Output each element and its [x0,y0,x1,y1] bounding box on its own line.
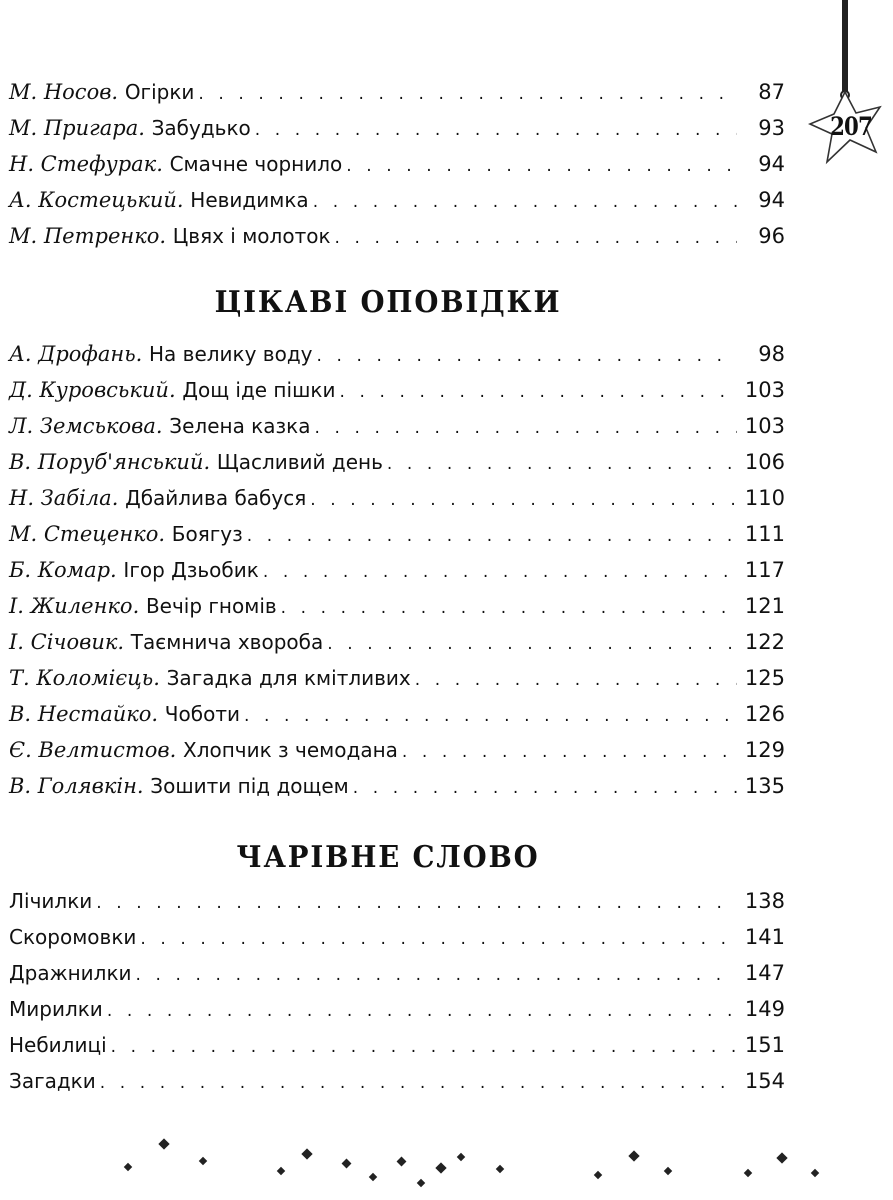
leader-dots [402,734,737,770]
entry-title: Боягуз [171,522,243,546]
entry-title: Огірки [124,80,195,104]
entry-author: В. Поруб'янський. [9,450,211,474]
leader-dots [107,993,737,1029]
leader-dots [315,410,738,446]
entry-page: 138 [744,889,785,913]
toc-entry[interactable] [9,372,785,408]
toc-entry[interactable] [9,218,785,254]
entry-author: І. Січовик. [9,630,125,654]
sparkle-icon [457,1153,465,1161]
page-number: 207 [830,112,872,141]
entry-page: 126 [744,702,785,726]
sparkle-icon [417,1179,425,1187]
sparkle-icon [744,1169,752,1177]
entry-page: 94 [758,188,785,212]
sparkle-icon [397,1157,407,1167]
entry-page: 141 [744,925,785,949]
entry-author: Т. Коломієць. [9,666,160,690]
entry-page: 103 [744,414,785,438]
entry-page: 98 [758,342,785,366]
leader-dots [313,184,737,220]
sparkle-icon [664,1167,672,1175]
entry-page: 103 [744,378,785,402]
sparkle-icon [594,1171,602,1179]
entry-title: Таємнича хвороба [130,630,324,654]
leader-dots [255,112,737,148]
leader-dots [335,220,737,256]
entry-title: Лічилки [9,889,93,913]
entry-author: В. Голявкін. [9,774,144,798]
entry-page: 93 [758,116,785,140]
entry-page: 154 [744,1069,785,1093]
entry-author: М. Носов. [9,80,119,104]
toc-entry[interactable] [9,955,785,991]
entry-page: 135 [744,774,785,798]
entry-page: 147 [744,961,785,985]
toc-section-2 [9,336,785,804]
entry-title: Зошити під дощем [150,774,349,798]
toc-entry[interactable] [9,110,785,146]
entry-page: 121 [744,594,785,618]
toc-entry[interactable] [9,732,785,768]
sparkle-icon [199,1157,207,1165]
leader-dots [346,148,737,184]
leader-dots [281,590,737,626]
toc-entry[interactable] [9,444,785,480]
leader-dots [263,554,737,590]
leader-dots [387,446,737,482]
toc-entry[interactable] [9,660,785,696]
toc-entry[interactable] [9,146,785,182]
toc-entry[interactable] [9,182,785,218]
entry-title: На велику воду [149,342,313,366]
leader-dots [198,76,737,112]
entry-title: Хлопчик з чемодана [183,738,398,762]
entry-title: Забудько [151,116,251,140]
sparkle-icon [124,1163,132,1171]
entry-title: Зелена казка [169,414,311,438]
entry-page: 129 [744,738,785,762]
toc-entry[interactable] [9,696,785,732]
toc-entry[interactable] [9,552,785,588]
entry-title: Вечір гномів [145,594,277,618]
toc-entry[interactable] [9,408,785,444]
sparkle-icon [301,1148,312,1159]
sparkle-icon [628,1150,639,1161]
entry-page: 125 [744,666,785,690]
page-number-ornament [800,0,893,175]
entry-title: Скоромовки [9,925,137,949]
entry-title: Чоботи [164,702,240,726]
toc-entry[interactable] [9,991,785,1027]
decorative-stars [0,1130,893,1200]
toc-entry[interactable] [9,1027,785,1063]
entry-title: Дбайлива бабуся [125,486,307,510]
leader-dots [310,482,737,518]
toc-entry[interactable] [9,480,785,516]
toc-entry[interactable] [9,1063,785,1099]
entry-page: 111 [744,522,785,546]
entry-title: Ігор Дзьобик [123,558,259,582]
leader-dots [100,1065,737,1101]
sparkle-icon [811,1169,819,1177]
entry-author: І. Жиленко. [9,594,140,618]
entry-page: 94 [758,152,785,176]
leader-dots [317,338,738,374]
sparkle-icon [342,1159,352,1169]
entry-page: 149 [744,997,785,1021]
star-ribbon-icon [800,0,893,175]
entry-author: Н. Стефурак. [9,152,163,176]
entry-title: Небилиці [9,1033,107,1057]
entry-author: Н. Забіла. [9,486,119,510]
leader-dots [244,698,737,734]
toc-entry[interactable] [9,336,785,372]
leader-dots [96,885,737,921]
leader-dots [140,921,737,957]
entry-author: М. Петренко. [9,224,167,248]
toc-entry[interactable] [9,883,785,919]
toc-entry[interactable] [9,588,785,624]
sparkle-icon [496,1165,504,1173]
entry-author: М. Пригара. [9,116,145,140]
entry-author: А. Костецький. [9,188,184,212]
leader-dots [327,626,737,662]
toc-entry[interactable] [9,516,785,552]
toc-entry[interactable] [9,624,785,660]
toc-entry[interactable] [9,919,785,955]
entry-page: 151 [744,1033,785,1057]
sparkle-icon [369,1173,377,1181]
section-heading: ЦІКАВІ ОПОВІДКИ [214,285,562,320]
leader-dots [111,1029,737,1065]
entry-title: Невидимка [190,188,309,212]
leader-dots [353,770,737,806]
entry-page: 117 [744,558,785,582]
entry-title: Щасливий день [216,450,383,474]
leader-dots [247,518,737,554]
entry-author: Д. Куровський. [9,378,176,402]
section-heading: ЧАРІВНЕ СЛОВО [236,840,540,875]
entry-author: Б. Комар. [9,558,117,582]
entry-author: А. Дрофань. [9,342,143,366]
entry-page: 96 [758,224,785,248]
sparkle-icon [158,1138,169,1149]
entry-title: Дощ іде пішки [182,378,336,402]
entry-title: Мирилки [9,997,103,1021]
entry-author: Є. Велтистов. [9,738,177,762]
entry-title: Загадки [9,1069,96,1093]
leader-dots [415,662,737,698]
entry-author: В. Нестайко. [9,702,159,726]
entry-page: 87 [758,80,785,104]
entry-title: Цвях і молоток [172,224,331,248]
entry-page: 106 [744,450,785,474]
entry-title: Загадка для кмітливих [166,666,411,690]
entry-author: М. Стеценко. [9,522,166,546]
leader-dots [339,374,737,410]
toc-entry[interactable] [9,74,785,110]
toc-section-1 [9,74,785,254]
sparkle-icon [277,1167,285,1175]
entry-page: 122 [744,630,785,654]
leader-dots [136,957,737,993]
entry-title: Смачне чорнило [169,152,343,176]
toc-section-3 [9,883,785,1099]
entry-author: Л. Земськова. [9,414,163,438]
sparkle-icon [776,1152,787,1163]
toc-entry[interactable] [9,768,785,804]
entry-title: Дражнилки [9,961,132,985]
sparkle-icon [435,1162,446,1173]
entry-page: 110 [744,486,785,510]
